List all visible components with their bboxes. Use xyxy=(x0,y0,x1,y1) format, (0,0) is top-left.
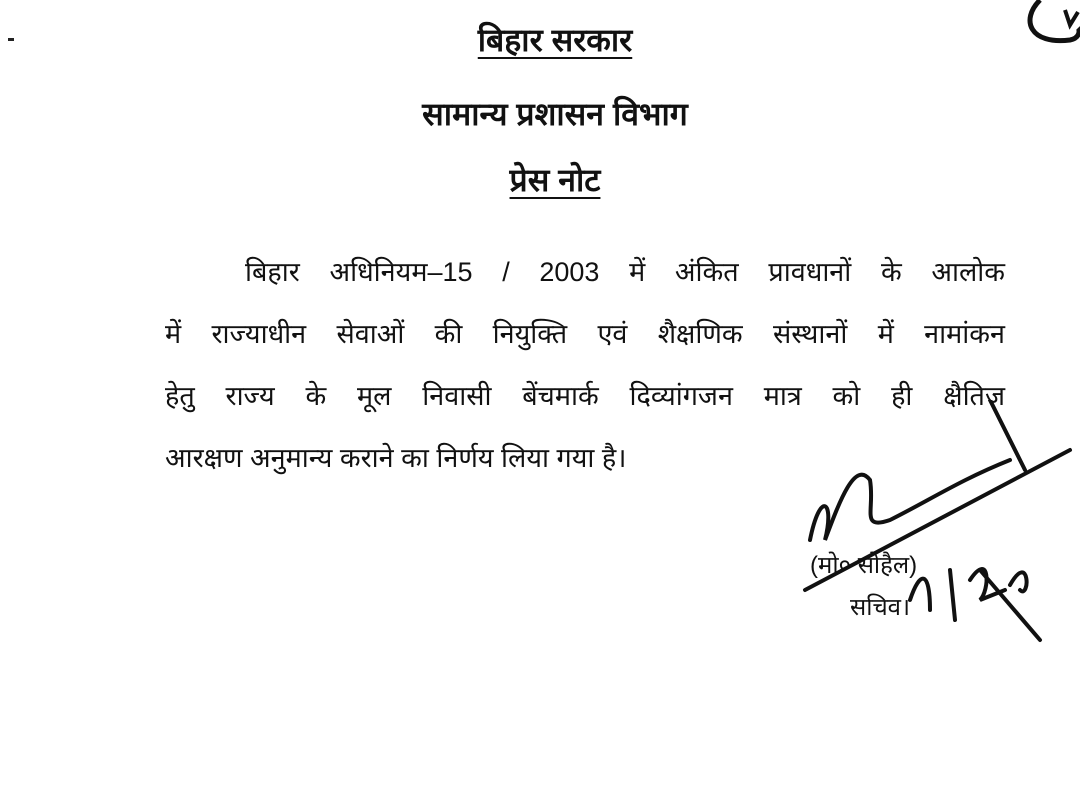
government-heading-text: बिहार सरकार xyxy=(477,22,633,58)
press-note-title xyxy=(0,158,1080,201)
body-line: हेतु राज्य के मूल निवासी बेंचमार्क दिव्यांगजन मात्र को ही क्षैतिज xyxy=(165,381,1005,411)
body-line: में राज्याधीन सेवाओं की नियुक्ति एवं शैक्षणिक संस्थानों में नामांकन xyxy=(165,319,1005,349)
body-line: बिहार अधिनियम–15 / 2003 में अंकित प्रावधानों के आलोक xyxy=(245,257,1005,287)
department-heading: सामान्य प्रशासन विभाग xyxy=(422,96,688,132)
signature xyxy=(780,400,1080,650)
government-heading xyxy=(0,18,1080,61)
signatory-name: (मो० सोहैल) xyxy=(810,552,918,579)
body-line: आरक्षण अनुमान्य कराने का निर्णय लिया गया है। xyxy=(165,443,627,473)
signatory-designation: सचिव। xyxy=(850,594,911,621)
press-note-title-text: प्रेस नोट xyxy=(509,162,601,198)
